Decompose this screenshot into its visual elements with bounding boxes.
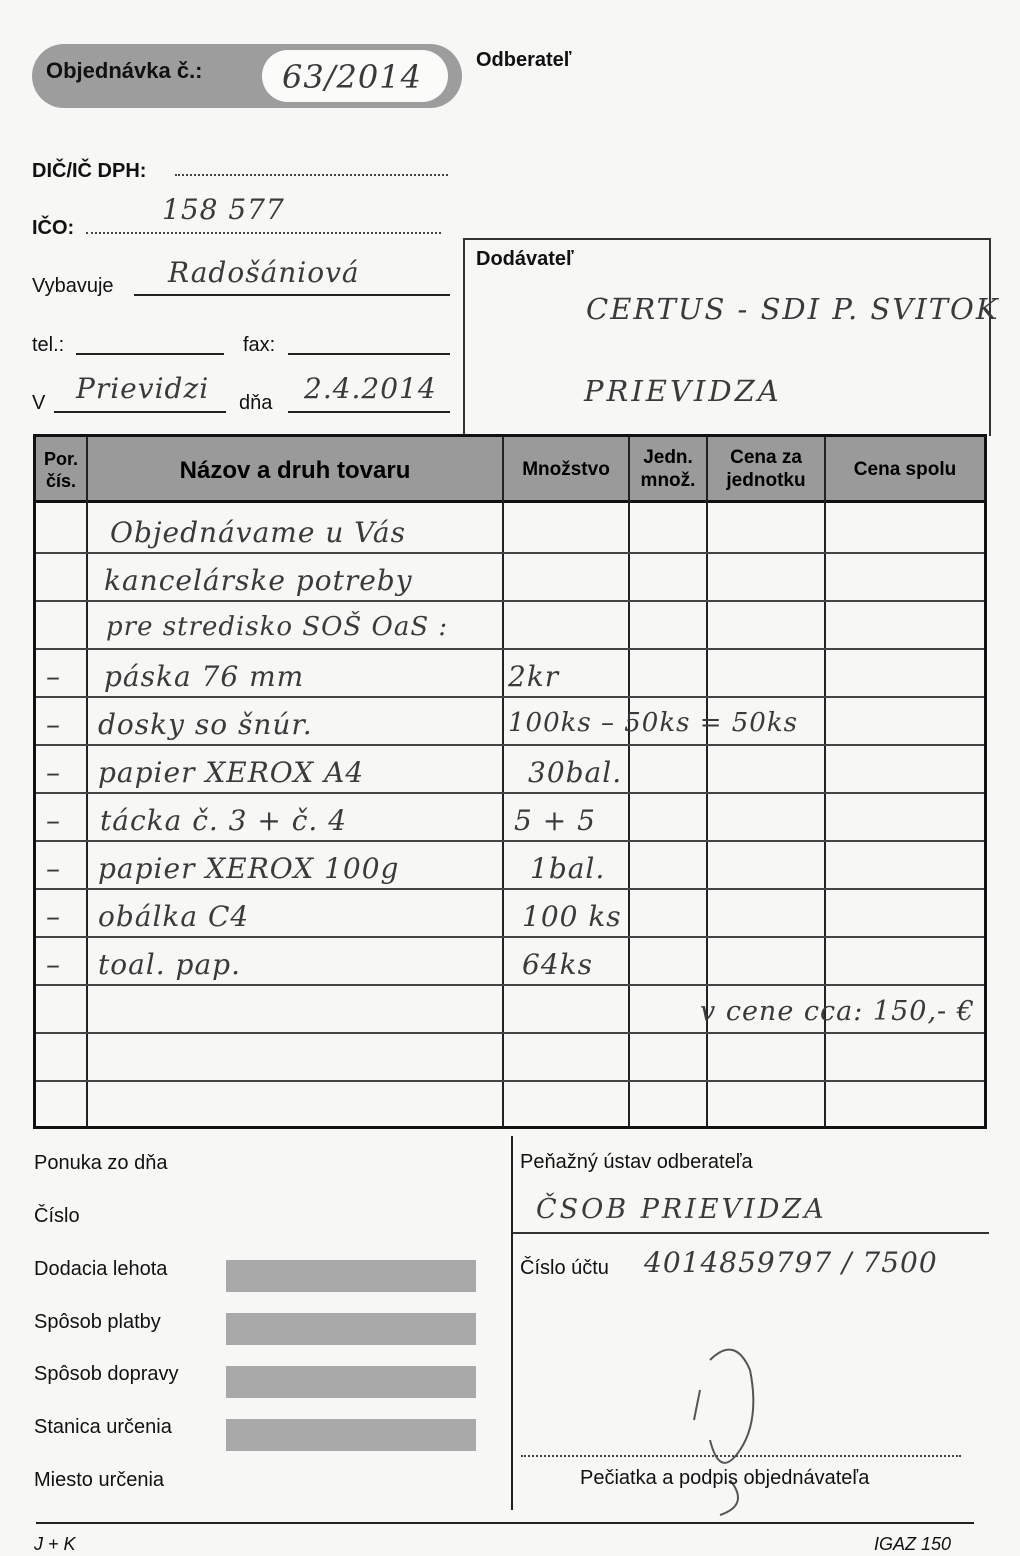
customer-label: Odberateľ	[476, 49, 572, 71]
signature-line[interactable]	[521, 1455, 961, 1457]
bank-value: ČSOB PRIEVIDZA	[536, 1194, 827, 1225]
date-value: 2.4.2014	[304, 372, 437, 405]
col-divider	[502, 437, 504, 1127]
dic-label: DIČ/IČ DPH:	[32, 160, 147, 182]
row-name: pre stredisko SOŠ OaS :	[106, 612, 449, 642]
fax-field[interactable]	[288, 353, 450, 355]
footer-left: J + K	[34, 1534, 76, 1554]
row-name: dosky so šnúr.	[98, 708, 313, 741]
header-total: Cena spolu	[853, 459, 957, 480]
row-name: papier XEROX 100g	[98, 852, 400, 885]
ico-field[interactable]	[86, 232, 441, 234]
footer-right: IGAZ 150	[874, 1534, 952, 1554]
order-number-value: 63/2014	[282, 58, 422, 96]
row-por: –	[46, 756, 61, 789]
signature-image	[680, 1330, 790, 1520]
col-divider	[628, 437, 630, 1127]
ico-value: 158 577	[162, 193, 285, 226]
tel-label: tel.:	[32, 334, 65, 356]
dic-field[interactable]	[175, 174, 448, 176]
header-qty: Množstvo	[522, 459, 610, 480]
date-label: dňa	[239, 392, 273, 414]
vybavuje-label: Vybavuje	[32, 275, 114, 297]
date-field[interactable]	[288, 411, 450, 413]
transport-label: Spôsob dopravy	[34, 1363, 179, 1385]
row-divider	[36, 936, 984, 938]
account-label: Číslo účtu	[520, 1257, 609, 1279]
row-por: –	[46, 948, 61, 981]
delivery-field[interactable]	[226, 1260, 476, 1292]
tel-field[interactable]	[76, 353, 224, 355]
payment-field[interactable]	[226, 1313, 476, 1345]
bottom-divider	[511, 1136, 513, 1510]
header-name: Názov a druh tovaru	[179, 457, 411, 484]
fax-label: fax:	[243, 334, 276, 356]
header-por	[38, 448, 84, 492]
place-value: Prievidzi	[76, 372, 210, 405]
footer-rule	[36, 1522, 974, 1524]
row-name: toal. pap.	[98, 948, 241, 981]
delivery-label: Dodacia lehota	[34, 1258, 168, 1280]
row-name: kancelárske potreby	[104, 564, 413, 597]
row-qty: 5 + 5	[514, 804, 596, 837]
header-price-line2: jednotku	[726, 470, 806, 491]
row-divider	[36, 840, 984, 842]
row-divider	[36, 648, 984, 650]
row-por: –	[46, 900, 61, 933]
supplier-line1: CERTUS - SDI P. SVITOK	[586, 292, 1000, 326]
bank-divider	[513, 1232, 989, 1234]
header-unit	[630, 446, 706, 492]
row-name: páska 76 mm	[104, 660, 305, 693]
row-name: Objednávame u Vás	[110, 516, 406, 549]
row-divider	[36, 888, 984, 890]
row-qty: 100ks – 50ks = 50ks	[508, 708, 798, 738]
row-qty: 1bal.	[530, 852, 606, 885]
row-divider	[36, 1032, 984, 1034]
row-por: –	[46, 804, 61, 837]
col-divider	[86, 437, 88, 1127]
row-qty: 2kr	[508, 660, 560, 693]
row-divider	[36, 744, 984, 746]
station-field[interactable]	[226, 1419, 476, 1451]
header-price	[708, 446, 824, 492]
place-label: V	[32, 392, 46, 414]
supplier-line2: PRIEVIDZA	[584, 374, 782, 408]
station-label: Stanica určenia	[34, 1416, 172, 1438]
account-value: 4014859797 / 7500	[644, 1246, 938, 1279]
ico-label: IČO:	[32, 217, 75, 239]
payment-label: Spôsob platby	[34, 1311, 161, 1333]
destination-label: Miesto určenia	[34, 1469, 165, 1491]
price-note: v cene cca: 150,- €	[700, 996, 975, 1027]
supplier-label: Dodávateľ	[476, 248, 574, 270]
vybavuje-value: Radošániová	[168, 256, 360, 289]
row-divider	[36, 552, 984, 554]
row-por: –	[46, 708, 61, 741]
bank-label: Peňažný ústav odberateľa	[520, 1151, 753, 1173]
row-name: obálka C4	[98, 900, 250, 933]
row-por: –	[46, 852, 61, 885]
header-unit-line2: množ.	[640, 470, 696, 491]
header-unit-line1: Jedn.	[643, 447, 693, 468]
row-divider	[36, 792, 984, 794]
number-label: Číslo	[34, 1205, 80, 1227]
row-qty: 100 ks	[522, 900, 622, 933]
row-divider	[36, 984, 984, 986]
place-field[interactable]	[54, 411, 226, 413]
order-label: Objednávka č.:	[46, 58, 203, 83]
row-divider	[36, 1080, 984, 1082]
header-por-line2: čís.	[45, 471, 77, 491]
header-price-line1: Cena za	[730, 447, 802, 468]
row-divider	[36, 600, 984, 602]
row-qty: 30bal.	[528, 756, 623, 789]
transport-field[interactable]	[226, 1366, 476, 1398]
vybavuje-field[interactable]	[134, 294, 450, 296]
header-por-line1: Por.	[43, 449, 78, 469]
stamp-label: Pečiatka a podpis objednávateľa	[580, 1467, 870, 1489]
offer-label: Ponuka zo dňa	[34, 1152, 168, 1174]
row-por: –	[46, 660, 61, 693]
row-divider	[36, 696, 984, 698]
row-qty: 64ks	[522, 948, 593, 981]
row-name: papier XEROX A4	[98, 756, 365, 789]
row-name: tácka č. 3 + č. 4	[100, 804, 348, 837]
